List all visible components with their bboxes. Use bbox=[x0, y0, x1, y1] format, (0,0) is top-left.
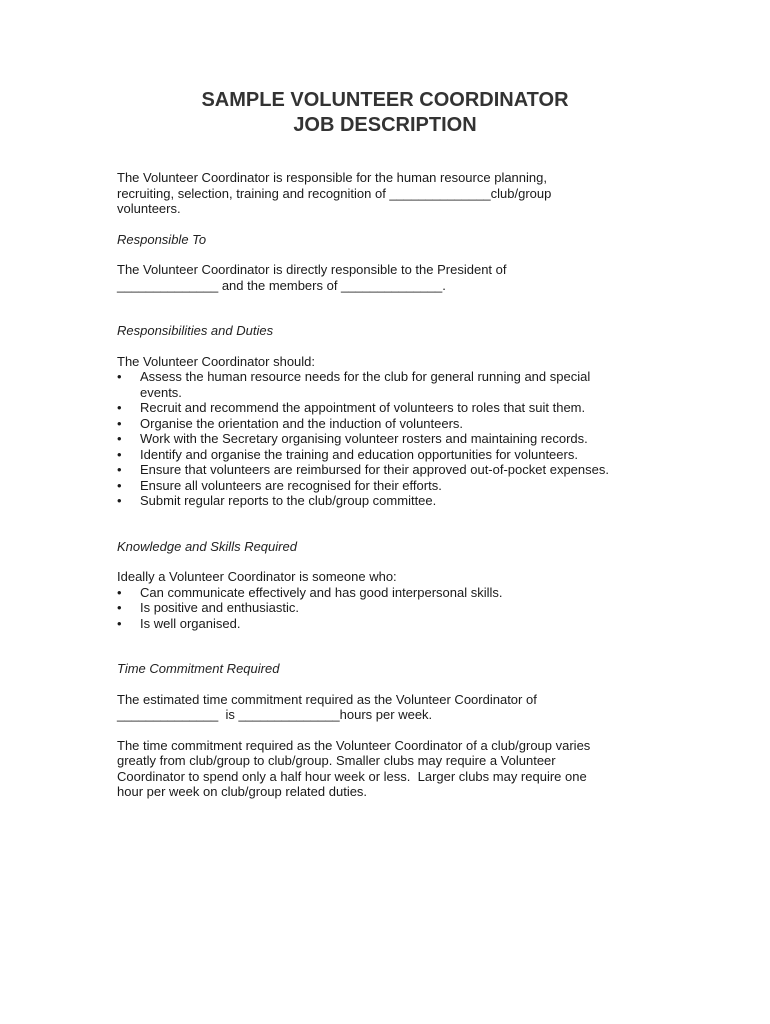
list-item-text: Assess the human resource needs for the club for general running and special bbox=[140, 369, 591, 384]
section-heading-knowledge: Knowledge and Skills Required bbox=[117, 538, 297, 554]
bullet-glyph: • bbox=[117, 600, 122, 615]
list-item bbox=[117, 462, 662, 478]
bullet-glyph: • bbox=[117, 584, 122, 600]
section-heading-time-commitment: Time Commitment Required bbox=[117, 661, 280, 676]
list-item bbox=[117, 400, 662, 416]
bullet-glyph: • bbox=[117, 477, 122, 493]
title-line-1: SAMPLE VOLUNTEER COORDINATOR bbox=[201, 89, 569, 111]
document-title bbox=[0, 88, 770, 138]
bullet-glyph: • bbox=[117, 369, 122, 384]
list-item bbox=[117, 369, 662, 400]
time-p2-line-1: The time commitment required as the Volunteer Coordinator of a club/group varies bbox=[117, 737, 591, 753]
bullet-glyph: • bbox=[117, 446, 122, 462]
list-item-text: Recruit and recommend the appointment of volunteers to roles that suit them. bbox=[140, 400, 586, 415]
intro-line-1: The Volunteer Coordinator is responsible for the human resource planning, bbox=[117, 170, 547, 185]
list-item-text: Work with the Secretary organising volunteer rosters and maintaining records. bbox=[140, 431, 588, 446]
bullet-glyph: • bbox=[117, 431, 122, 446]
time-p2-line-2: greatly from club/group to club/group. Smaller clubs may require a Volunteer bbox=[117, 753, 556, 768]
document-body bbox=[117, 170, 662, 800]
list-item bbox=[117, 447, 662, 463]
list-item bbox=[117, 585, 662, 601]
intro-line-3: volunteers. bbox=[117, 201, 181, 216]
responsibilities-lead: The Volunteer Coordinator should: bbox=[117, 353, 316, 369]
list-item bbox=[117, 616, 662, 632]
responsible-to-paragraph bbox=[117, 262, 662, 293]
bullet-glyph: • bbox=[117, 615, 122, 631]
knowledge-lead: Ideally a Volunteer Coordinator is someone who: bbox=[117, 569, 397, 584]
list-item-text: Organise the orientation and the induction of volunteers. bbox=[140, 415, 464, 431]
time-p2-line-3: Coordinator to spend only a half hour week or less. Larger clubs may require one bbox=[117, 768, 587, 784]
list-item-text: Ensure that volunteers are reimbursed for their approved out-of-pocket expenses. bbox=[140, 462, 609, 477]
time-paragraph-1 bbox=[117, 692, 662, 723]
time-p2-line-4: hour per week on club/group related duties. bbox=[117, 784, 368, 799]
responsible-to-line-1: The Volunteer Coordinator is directly responsible to the President of bbox=[117, 262, 507, 277]
list-item-text: Is well organised. bbox=[140, 615, 241, 631]
bullet-glyph: • bbox=[117, 462, 122, 477]
list-item-text: events. bbox=[140, 384, 182, 400]
section-heading-responsibilities: Responsibilities and Duties bbox=[117, 323, 274, 338]
list-item-text: Is positive and enthusiastic. bbox=[140, 600, 299, 615]
knowledge-list bbox=[117, 585, 662, 632]
list-item-text: Ensure all volunteers are recognised for their efforts. bbox=[140, 477, 442, 493]
bullet-glyph: • bbox=[117, 400, 122, 415]
intro-paragraph bbox=[117, 170, 662, 217]
list-item-text: Can communicate effectively and has good interpersonal skills. bbox=[140, 584, 503, 600]
time-paragraph-2 bbox=[117, 738, 662, 800]
responsible-to-line-2: ______________ and the members of ______________. bbox=[117, 277, 446, 293]
list-item bbox=[117, 431, 662, 447]
title-line-2: JOB DESCRIPTION bbox=[293, 114, 477, 136]
bullet-glyph: • bbox=[117, 415, 122, 431]
section-heading-responsible-to: Responsible To bbox=[117, 231, 207, 247]
list-item bbox=[117, 600, 662, 616]
list-item bbox=[117, 493, 662, 509]
time-p1-line-1: The estimated time commitment required as the Volunteer Coordinator of bbox=[117, 691, 537, 707]
bullet-glyph: • bbox=[117, 493, 122, 508]
list-item-text: Identify and organise the training and education opportunities for volunteers. bbox=[140, 446, 578, 462]
list-item bbox=[117, 416, 662, 432]
time-p1-line-2: ______________ is ______________hours per week. bbox=[117, 707, 433, 722]
responsibilities-list bbox=[117, 369, 662, 509]
intro-line-2: recruiting, selection, training and recognition of ______________club/group bbox=[117, 185, 552, 201]
list-item-text: Submit regular reports to the club/group committee. bbox=[140, 493, 437, 508]
list-item bbox=[117, 478, 662, 494]
